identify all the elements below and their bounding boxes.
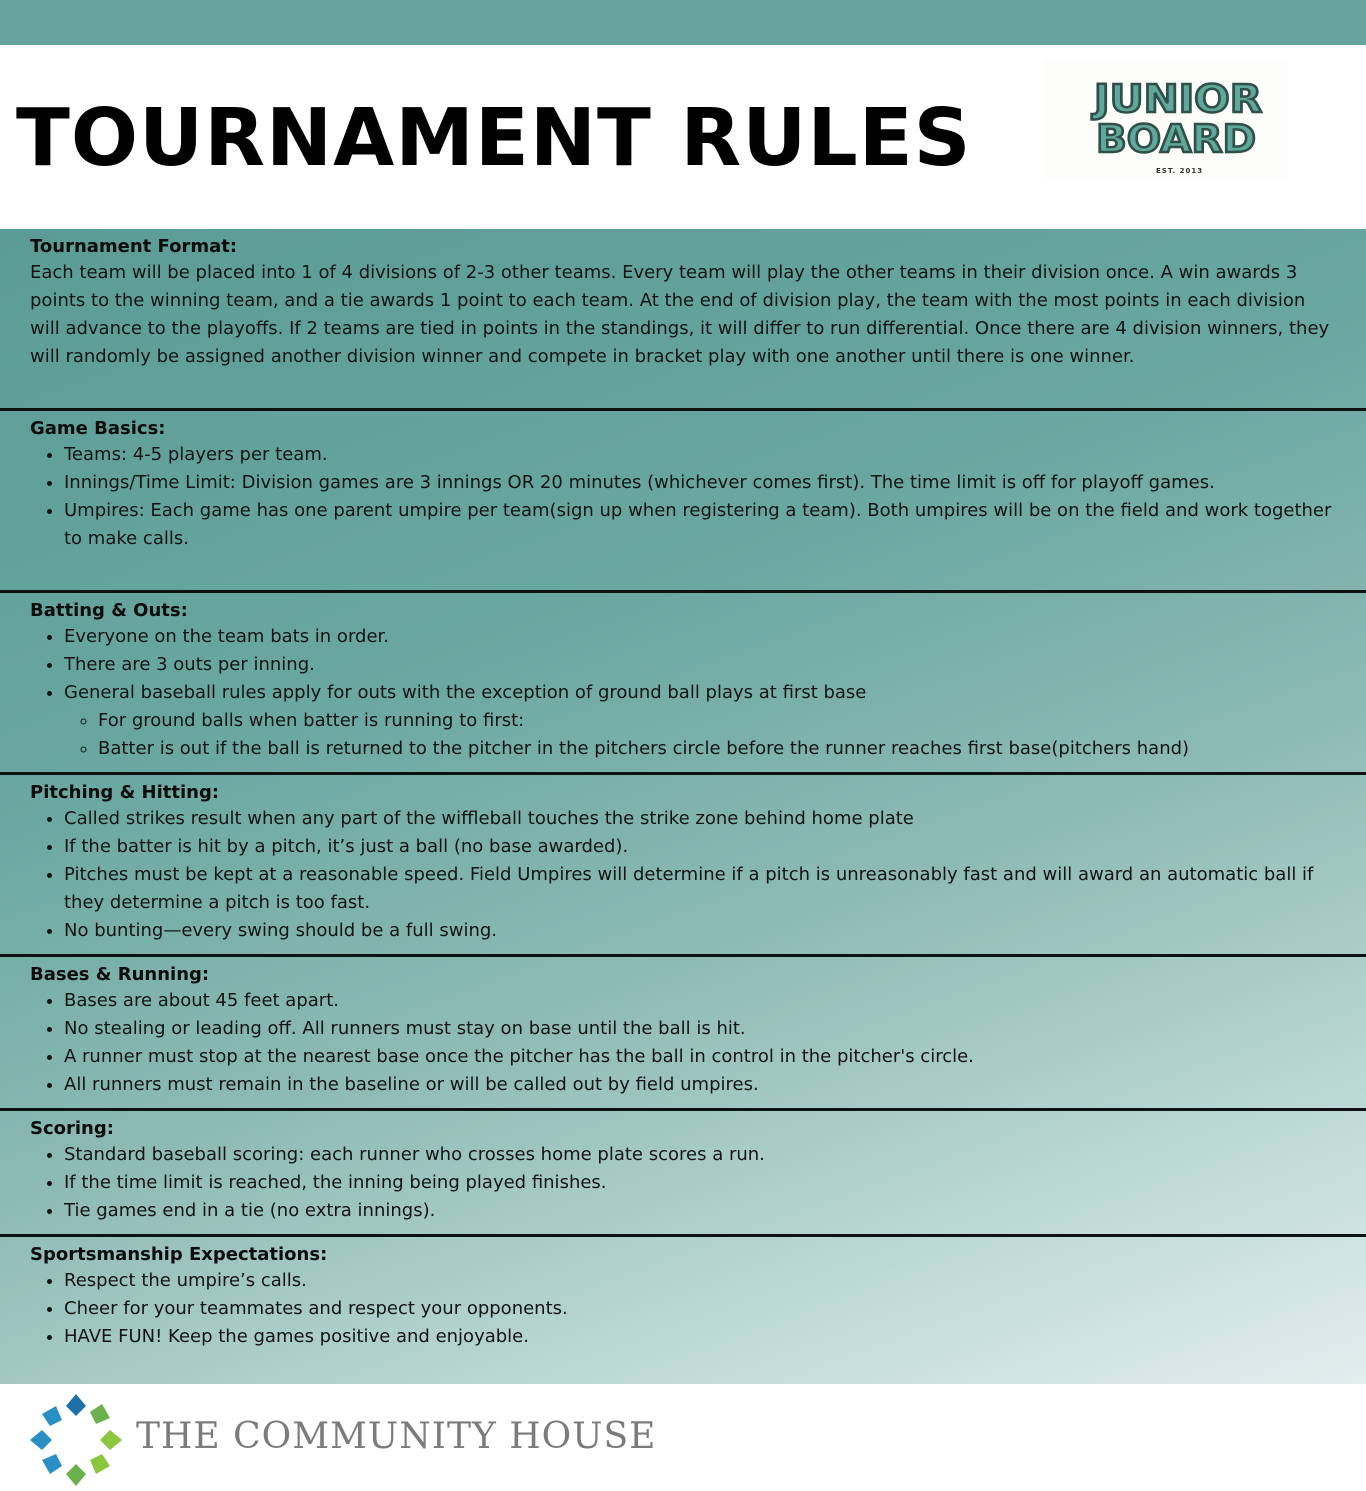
top-color-bar: [0, 0, 1366, 45]
sub-list-item: ◦ Batter is out if the ball is returned to the pitcher in the pitchers circle before the runner reaches first base(pitchers hand): [98, 735, 1336, 763]
list-item: • If the batter is hit by a pitch, it’s just a ball (no base awarded).: [64, 833, 1336, 861]
community-house-logo-icon: [30, 1394, 122, 1486]
junior-logo-line2: BOARD: [1096, 117, 1256, 161]
section-scoring: [0, 1111, 1366, 1237]
list-item: • There are 3 outs per inning.: [64, 651, 1336, 679]
list-item: • Called strikes result when any part of the wiffleball touches the strike zone behind home plate: [64, 805, 1336, 833]
section-heading: Batting & Outs:: [30, 600, 188, 621]
section-game-basics: [0, 411, 1366, 593]
list-item: • No stealing or leading off. All runners must stay on base until the ball is hit.: [64, 1015, 1336, 1043]
list-item: • All runners must remain in the baseline or will be called out by field umpires.: [64, 1071, 1336, 1099]
page-title: TOURNAMENT RULES: [16, 92, 972, 184]
list-item: • Umpires: Each game has one parent umpire per team(sign up when registering a team). Both umpires will be on the field and work together to make calls.: [64, 497, 1336, 553]
list-item: [64, 679, 1336, 763]
list-item: • Standard baseball scoring: each runner who crosses home plate scores a run.: [64, 1141, 1336, 1169]
list-item: • Teams: 4-5 players per team.: [64, 441, 1336, 469]
rule-list: [30, 1141, 1336, 1225]
header: [0, 45, 1366, 229]
list-item: • Pitches must be kept at a reasonable speed. Field Umpires will determine if a pitch is unreasonably fast and will award an automatic ball if they determine a pitch is too fast.: [64, 861, 1336, 917]
section-heading: Tournament Format:: [30, 236, 238, 257]
rule-list: [30, 623, 1336, 763]
list-item: • Respect the umpire’s calls.: [64, 1267, 1336, 1295]
list-item: • Tie games end in a tie (no extra innings).: [64, 1197, 1336, 1225]
list-item-text: General baseball rules apply for outs with the exception of ground ball plays at first base: [64, 682, 867, 703]
junior-logo-line1: JUNIOR: [1090, 77, 1262, 121]
section-paragraph: Each team will be placed into 1 of 4 divisions of 2-3 other teams. Every team will play the other teams in their division once. A win awards 3 points to the winning team, and a tie awards 1 point to each team. At the end of division play, the team with the most points in each division will advance to the playoffs. If 2 teams are tied in points in the standings, it will differ to run differential. Once there are 4 division winners, they will randomly be assigned another division winner and compete in bracket play with one another until there is one winner.: [30, 262, 1330, 367]
section-heading: Game Basics:: [30, 418, 166, 439]
section-heading: Scoring:: [30, 1118, 114, 1139]
rule-list: [30, 441, 1336, 553]
footer: [0, 1384, 1366, 1491]
list-item: • Everyone on the team bats in order.: [64, 623, 1336, 651]
section-heading: Bases & Running:: [30, 964, 210, 985]
rule-list: [30, 805, 1336, 945]
junior-board-logo: [1044, 60, 1288, 178]
list-item: • HAVE FUN! Keep the games positive and enjoyable.: [64, 1323, 1336, 1351]
list-item: • No bunting—every swing should be a full swing.: [64, 917, 1336, 945]
sub-list-item: ◦ For ground balls when batter is running to first:: [98, 707, 1336, 735]
section-sportsmanship: [0, 1237, 1366, 1377]
section-bases-running: [0, 957, 1366, 1111]
sub-rule-list: [64, 707, 1336, 763]
list-item: • A runner must stop at the nearest base once the pitcher has the ball in control in the pitcher's circle.: [64, 1043, 1336, 1071]
section-tournament-format: [0, 229, 1366, 411]
list-item: • Bases are about 45 feet apart.: [64, 987, 1336, 1015]
list-item: • If the time limit is reached, the inning being played finishes.: [64, 1169, 1336, 1197]
list-item: • Cheer for your teammates and respect your opponents.: [64, 1295, 1336, 1323]
rules-content: [0, 229, 1366, 1384]
organization-name: THE COMMUNITY HOUSE: [136, 1416, 657, 1457]
section-heading: Pitching & Hitting:: [30, 782, 220, 803]
list-item: • Innings/Time Limit: Division games are 3 innings OR 20 minutes (whichever comes first). The time limit is off for playoff games.: [64, 469, 1336, 497]
rule-list: [30, 987, 1336, 1099]
junior-logo-est: EST. 2013: [1156, 167, 1204, 175]
rule-list: [30, 1267, 1336, 1351]
section-pitching-hitting: [0, 775, 1366, 957]
section-batting-outs: [0, 593, 1366, 775]
section-heading: Sportsmanship Expectations:: [30, 1244, 328, 1265]
